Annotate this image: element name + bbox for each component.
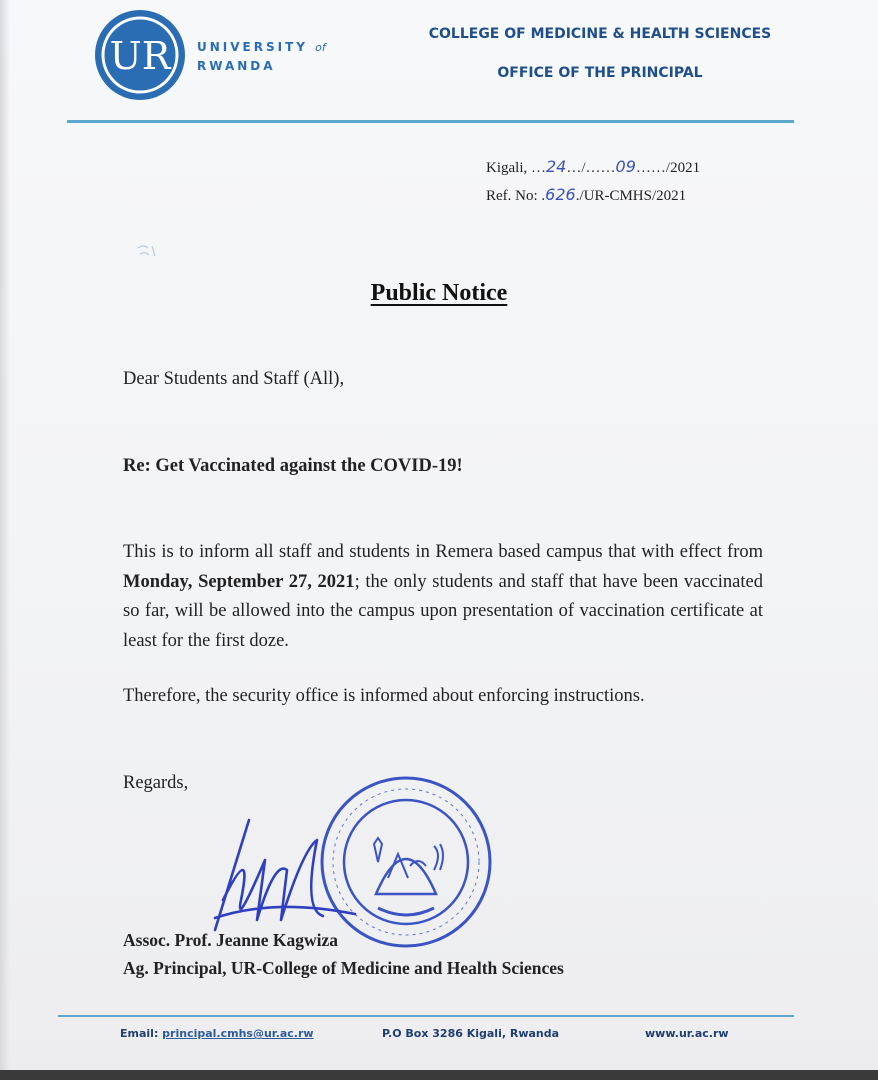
notice-title: Public Notice — [370, 280, 508, 306]
footer-email — [120, 1027, 314, 1040]
date-month: 09 — [615, 157, 636, 176]
footer-address: P.O Box 3286 Kigali, Rwanda — [382, 1027, 560, 1040]
effective-date: Monday, September 27, 2021 — [123, 571, 355, 592]
university-logo — [94, 9, 186, 101]
email-label: Email: — [120, 1027, 163, 1040]
subject-line: Re: Get Vaccinated against the COVID-19! — [123, 456, 463, 476]
university-of: of — [315, 41, 326, 54]
university-line2: RWANDA — [197, 59, 276, 73]
ref-number: 626 — [545, 185, 576, 204]
page-edge-shadow — [0, 0, 10, 1070]
reference-line — [486, 185, 686, 205]
city-label: Kigali, — [486, 160, 531, 176]
body-paragraph: This is to inform all staff and students in Remera based campus that with effect from Monday, September 27, 2021; the only students and staff that have been vaccinated so far, will be allowed into the campus upon presentation of vaccination certificate at least for the first doze. — [123, 542, 763, 651]
ref-label: Ref. No: . — [486, 188, 546, 204]
date-year: 2021 — [670, 160, 701, 176]
footer-website[interactable]: www.ur.ac.rw — [645, 1027, 729, 1040]
signatory-title: Ag. Principal, UR-College of Medicine and Health Sciences — [123, 958, 564, 978]
therefore-paragraph: Therefore, the security office is informed about enforcing instructions. — [123, 686, 645, 706]
header-rule — [67, 120, 794, 123]
salutation: Dear Students and Staff (All), — [123, 369, 345, 389]
date-day: 24 — [546, 157, 567, 176]
university-name — [197, 38, 326, 75]
signatory-name: Assoc. Prof. Jeanne Kagwiza — [123, 930, 338, 950]
date-line: Kigali, …24…/……09……/2021 — [486, 157, 701, 176]
handwritten-signature — [205, 800, 365, 945]
regards: Regards, — [123, 773, 189, 793]
college-name: COLLEGE OF MEDICINE & HEALTH SCIENCES — [428, 26, 772, 42]
screen-bottom-bar — [0, 1070, 878, 1080]
ref-suffix: ./UR-CMHS/2021 — [575, 188, 687, 204]
office-name: OFFICE OF THE PRINCIPAL — [497, 65, 703, 81]
ink-speck-mark — [134, 240, 164, 266]
university-line1: UNIVERSITY — [197, 40, 308, 54]
footer-rule — [58, 1015, 794, 1017]
email-link[interactable]: principal.cmhs@ur.ac.rw — [162, 1027, 314, 1040]
logo-letters: UR — [109, 34, 171, 78]
